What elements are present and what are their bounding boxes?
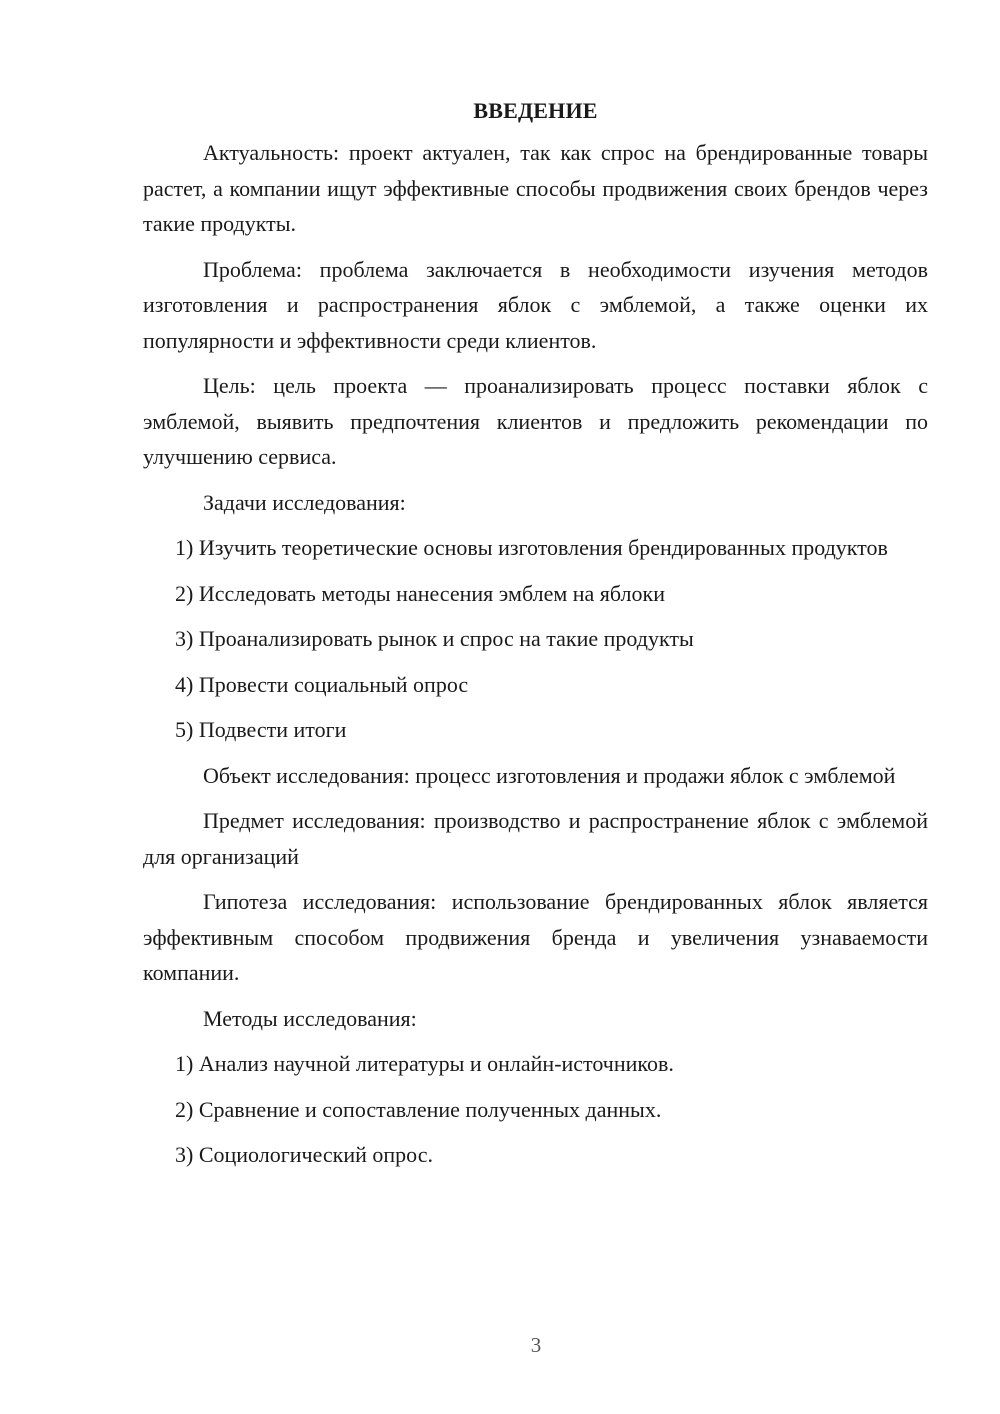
paragraph-object: Объект исследования: процесс изготовления и продажи яблок с эмблемой (203, 762, 896, 788)
page-number: 3 (530, 1333, 542, 1357)
list-item: 2) Сравнение и сопоставление полученных данных. (175, 1096, 662, 1122)
list-item: 4) Провести социальный опрос (175, 671, 469, 697)
methods-heading: Методы исследования: (203, 1005, 417, 1031)
methods-list (143, 1046, 928, 1173)
page-content (143, 97, 928, 1183)
paragraph-relevance: Актуальность: проект актуален, так как спрос на брендированные товары растет, а компании ищут эффективные способы продвижения своих брендов через такие продукты. (143, 140, 928, 236)
list-item: 3) Проанализировать рынок и спрос на такие продукты (175, 626, 694, 651)
paragraph-goal: Цель: цель проекта — проанализировать процесс поставки яблок с эмблемой, выявить предпочтения клиентов и предложить рекомендации по улучшению сервиса. (143, 373, 928, 469)
list-item: 2) Исследовать методы нанесения эмблем на яблоки (175, 580, 665, 606)
list-item: 1) Изучить теоретические основы изготовления брендированных продуктов (175, 535, 888, 560)
list-item: 1) Анализ научной литературы и онлайн-источников. (175, 1051, 674, 1076)
section-title: ВВЕДЕНИЕ (473, 98, 598, 123)
tasks-list (143, 530, 928, 748)
paragraph-problem: Проблема: проблема заключается в необходимости изучения методов изготовления и распространения яблок с эмблемой, а также оценки их популярности и эффективности среди клиентов. (143, 256, 928, 353)
paragraph-subject: Предмет исследования: производство и распространение яблок с эмблемой для организаций (143, 808, 928, 869)
list-item: 5) Подвести итоги (175, 717, 347, 742)
list-item: 3) Социологический опрос. (175, 1142, 433, 1167)
tasks-heading: Задачи исследования: (203, 489, 406, 515)
paragraph-hypothesis: Гипотеза исследования: использование брендированных яблок является эффективным способом продвижения бренда и увеличения узнаваемости компании. (143, 889, 928, 985)
